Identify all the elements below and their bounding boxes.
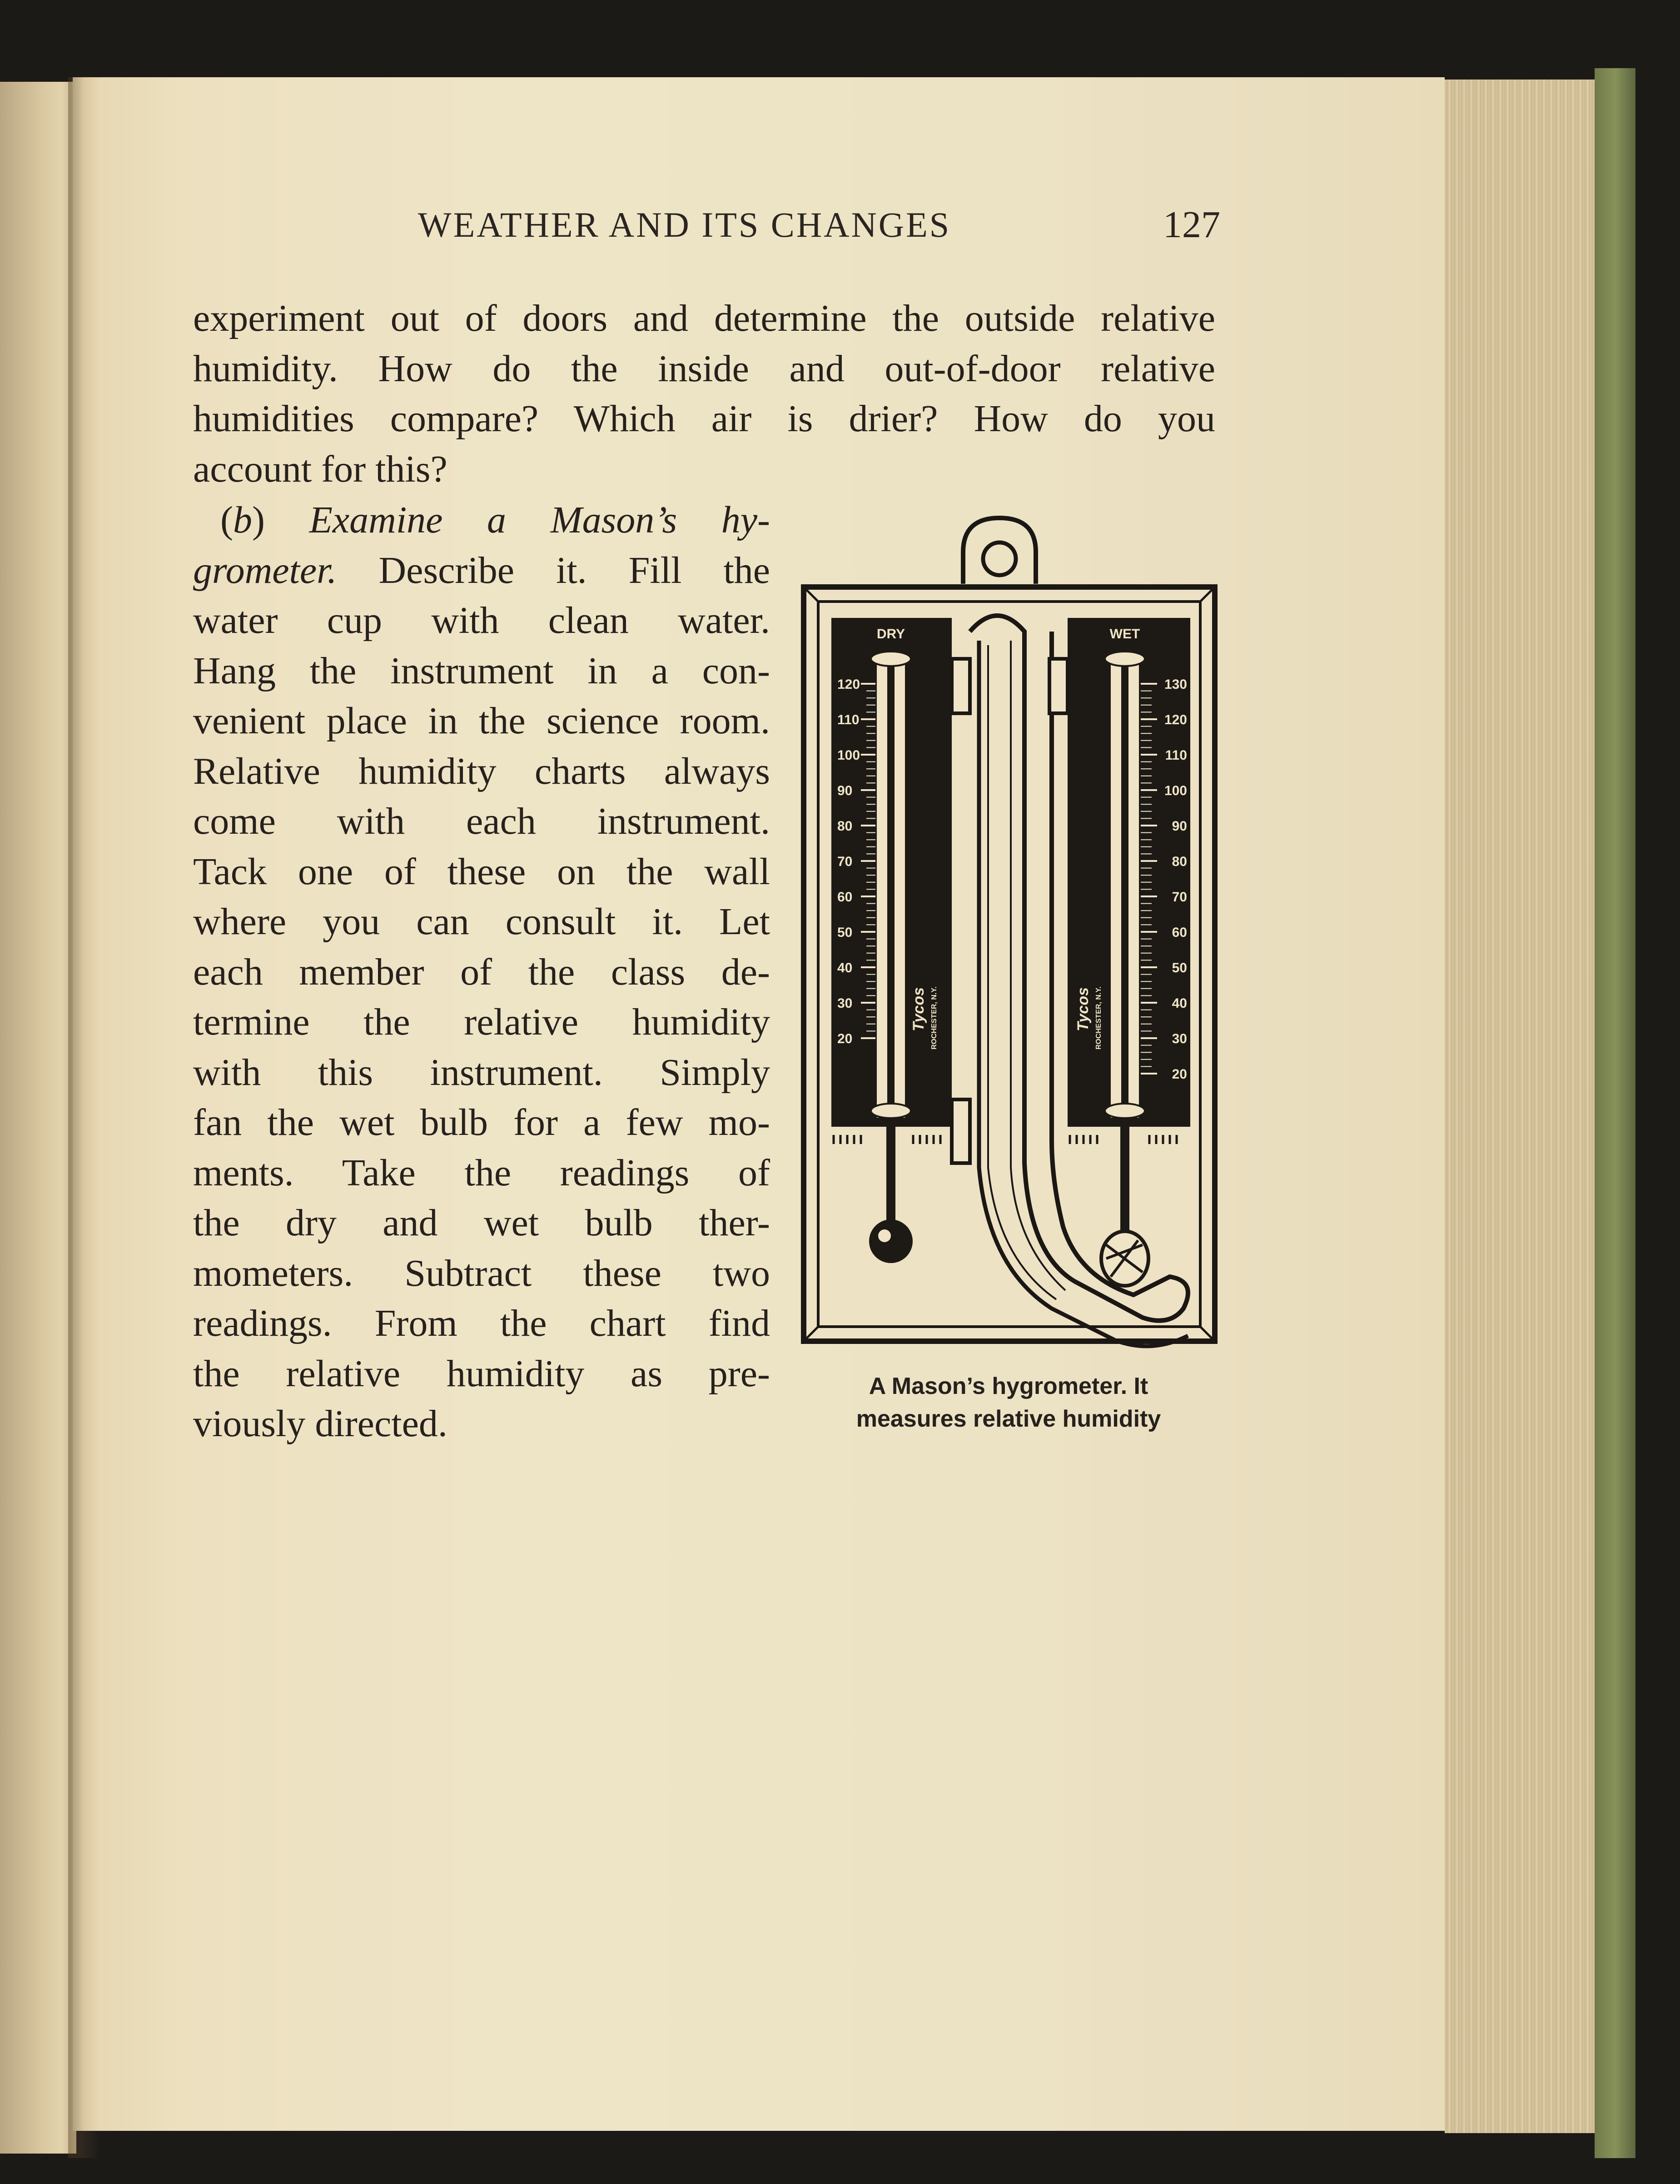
dry-scale-tick-label: 110 [837, 712, 860, 727]
text-fragment: Describe it. Fill the [378, 549, 770, 592]
text-line: the relative humidity as pre- [193, 1352, 770, 1395]
wet-scale-tick-label: 40 [1172, 996, 1187, 1011]
page-number: 127 [1163, 204, 1220, 246]
wet-maker-city: ROCHESTER, N.Y. [1095, 986, 1103, 1050]
dry-label: DRY [876, 627, 905, 642]
text-line: viously directed. [193, 1403, 447, 1445]
wet-scale-tick-label: 110 [1165, 748, 1187, 763]
text-line: ments. Take the readings of [193, 1151, 770, 1194]
wet-scale-tick-label: 20 [1172, 1067, 1187, 1082]
dry-scale-tick-label: 30 [837, 996, 853, 1011]
dry-scale-tick-label: 50 [837, 925, 853, 940]
dry-scale-tick-label: 40 [837, 960, 853, 975]
caption-line: A Mason’s hygrometer. It [869, 1373, 1148, 1399]
column-paragraph [193, 495, 770, 1449]
text-line: where you can consult it. Let [193, 900, 770, 943]
text-line: come with each instrument. [193, 800, 770, 842]
dry-scale-tick-label: 80 [837, 819, 853, 834]
top-paragraph [193, 294, 1215, 494]
page-block-edges [1445, 80, 1597, 2133]
wet-scale-tick-label: 80 [1172, 854, 1187, 869]
wet-scale-tick-label: 60 [1172, 925, 1187, 940]
text-line: experiment out of doors and determine the outside relative [193, 297, 1215, 339]
text-line: the dry and wet bulb ther- [193, 1202, 770, 1244]
running-head-title: WEATHER AND ITS CHANGES [418, 205, 951, 244]
book-gutter [68, 77, 100, 2158]
text-line: Tack one of these on the wall [193, 850, 770, 893]
text-line: account for this? [193, 448, 447, 490]
wet-scale-tick-label: 100 [1164, 783, 1187, 798]
text-line: each member of the class de- [193, 950, 770, 993]
wet-label: WET [1109, 627, 1140, 642]
wet-scale-tick-label: 30 [1172, 1031, 1187, 1046]
wet-scale-tick-label: 120 [1164, 712, 1187, 727]
text-line: readings. From the chart find [193, 1302, 770, 1344]
dry-maker-city: ROCHESTER, N.Y. [930, 986, 938, 1050]
text-line: mometers. Subtract these two [193, 1252, 770, 1294]
dry-scale-tick-label: 60 [837, 890, 853, 905]
book-cover-edge [1595, 68, 1635, 2158]
section-label: b [233, 499, 252, 541]
text-line: termine the relative humidity [193, 1001, 770, 1043]
wet-maker-label: Tycos [1074, 987, 1092, 1031]
dry-scale-tick-label: 20 [837, 1031, 853, 1046]
dry-scale-tick-label: 120 [837, 677, 860, 692]
wet-scale-tick-label: 70 [1172, 890, 1187, 905]
text-line: humidity. How do the inside and out-of-door relative [193, 347, 1215, 390]
dry-scale-tick-label: 70 [837, 854, 853, 869]
text-line: humidities compare? Which air is drier? How do you [193, 398, 1215, 440]
left-page-edge [0, 82, 76, 2154]
wet-scale-tick-label: 90 [1172, 819, 1187, 834]
section-heading-line-2 [193, 546, 770, 596]
dry-scale-tick-label: 90 [837, 783, 853, 798]
text-line: Hang the instrument in a con- [193, 649, 770, 692]
text-line: with this instrument. Simply [193, 1051, 770, 1094]
figure-caption [790, 1370, 1227, 1435]
hygrometer-figure [797, 509, 1222, 1368]
section-heading-line: (b) Examine a Mason’s hy- [220, 499, 770, 541]
hygrometer-illustration [797, 509, 1222, 1368]
dry-maker-label: Tycos [910, 987, 927, 1031]
text-line: venient place in the science room. [193, 700, 770, 742]
text-line: fan the wet bulb for a few mo- [193, 1101, 770, 1144]
caption-line: measures relative humidity [856, 1406, 1161, 1432]
text-line: water cup with clean water. [193, 599, 770, 642]
dry-scale-tick-label: 100 [837, 748, 860, 763]
text-line: Relative humidity charts always [193, 750, 770, 792]
wet-scale-tick-label: 50 [1172, 960, 1187, 975]
section-title-part2: grometer. [193, 549, 337, 592]
section-title-part1: Examine a Mason’s hy- [309, 499, 770, 541]
wet-scale-tick-label: 130 [1164, 677, 1187, 692]
